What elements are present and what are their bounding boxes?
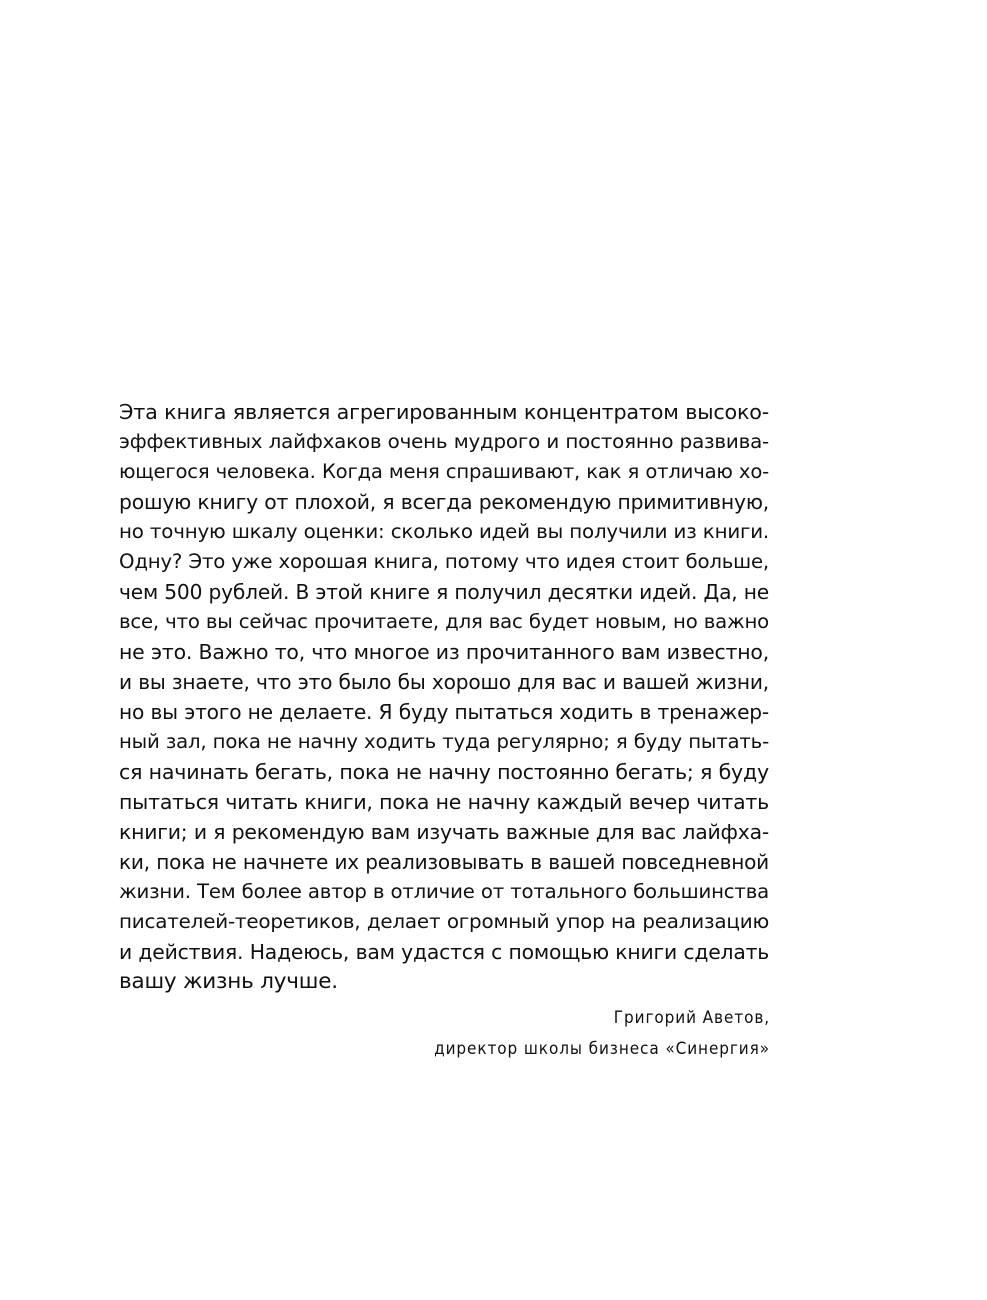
paragraph-line: чем 500 рублей. В этой книге я получил десятки идей. Да, не	[119, 580, 769, 604]
paragraph-line: Одну? Это уже хорошая книга, потому что идея стоит больше,	[119, 550, 769, 573]
author-position: директор школы бизнеса «Синергия»	[434, 1039, 770, 1059]
paragraph-line: ки, пока не начнете их реализовывать в вашей повседневной	[119, 850, 769, 874]
paragraph-line: ный зал, пока не начну ходить туда регулярно; я буду пытать-	[119, 730, 769, 753]
paragraph-line: вашу жизнь лучше.	[119, 969, 338, 994]
paragraph-line: эффективных лайфхаков очень мудрого и постоянно развива-	[119, 430, 769, 453]
author-name: Григорий Аветов,	[613, 1008, 770, 1028]
paragraph-line: но вы этого не делаете. Я буду пытаться ходить в тренажер-	[119, 700, 769, 724]
author-signature	[434, 1003, 770, 1065]
paragraph-line: но точную шкалу оценки: сколько идей вы получили из книги.	[119, 520, 769, 543]
paragraph-line: не это. Важно то, что многое из прочитанного вам известно,	[119, 640, 769, 664]
paragraph-line: писателей-теоретиков, делает огромный упор на реализацию	[119, 910, 769, 933]
paragraph-line: ющегося человека. Когда меня спрашивают, как я отличаю хо-	[119, 460, 769, 483]
paragraph-line: и действия. Надеюсь, вам удастся с помощью книги сделать	[119, 940, 769, 964]
paragraph-line: все, что вы сейчас прочитаете, для вас будет новым, но важно	[119, 610, 769, 633]
paragraph-line: книги; и я рекомендую вам изучать важные для вас лайфха-	[119, 820, 769, 844]
paragraph-line: и вы знаете, что это было бы хорошо для вас и вашей жизни,	[119, 670, 769, 694]
paragraph-line: Эта книга является агрегированным концентратом высоко-	[119, 400, 769, 424]
paragraph-line: рошую книгу от плохой, я всегда рекомендую примитивную,	[119, 490, 769, 514]
paragraph-line: жизни. Тем более автор в отличие от тотального большинства	[119, 880, 769, 903]
foreword-paragraph	[119, 397, 769, 997]
paragraph-line: пытаться читать книги, пока не начну каждый вечер читать	[119, 790, 769, 814]
paragraph-line: ся начинать бегать, пока не начну постоянно бегать; я буду	[119, 760, 769, 784]
